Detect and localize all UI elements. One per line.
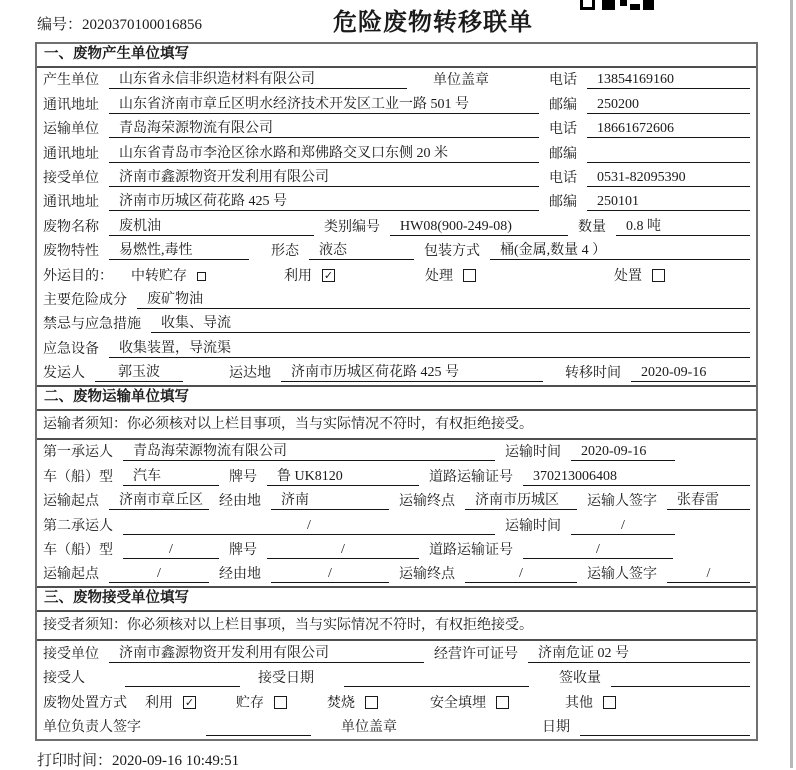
receiver-postcode-value: 250101	[587, 193, 750, 211]
serial-value: 2020370100016856	[82, 17, 203, 33]
unit-seal-label: 单位盖章	[433, 73, 489, 89]
transporter-phone-value: 18661672606	[587, 120, 750, 138]
received-amount-value	[611, 669, 750, 687]
second-origin-label: 运输起点	[43, 567, 99, 583]
destination-label: 运达地	[229, 366, 271, 382]
disposal-landfill-label: 安全填埋	[430, 695, 486, 711]
first-plate-value: 鲁 UK8120	[267, 468, 419, 486]
waste-category-label: 类别编号	[324, 219, 380, 235]
second-carrier-label: 第二承运人	[43, 518, 113, 534]
second-via-label: 经由地	[219, 567, 261, 583]
transporter-address-row	[37, 141, 756, 165]
receiver-phone-value: 0531-82095390	[587, 169, 750, 187]
waste-quantity-value: 0.8 吨	[616, 218, 750, 236]
dispatch-row	[37, 361, 756, 385]
second-carrier-row	[37, 513, 756, 537]
qr-code-partial-icon	[580, 0, 658, 11]
transporter-unit-row	[37, 117, 756, 141]
accept-unit-value: 济南市鑫源物资开发利用有限公司	[109, 645, 424, 663]
transporter-phone-label: 电话	[549, 122, 577, 138]
disposal-method-label: 废物处置方式	[43, 695, 127, 711]
utilize-checkbox: ✓	[323, 268, 334, 282]
sign-date-label: 日期	[542, 719, 570, 735]
second-carrier-value: /	[123, 517, 495, 535]
first-signature-value: 张春雷	[667, 492, 750, 510]
waste-property-value: 易燃性,毒性	[109, 242, 249, 260]
first-via-label: 经由地	[219, 494, 261, 510]
waste-form-value: 液态	[309, 242, 414, 260]
license-value: 济南危证 02 号	[528, 645, 750, 663]
emergency-measures-value: 收集、导流	[151, 315, 750, 333]
disposal-incinerate-checkbox	[365, 696, 378, 709]
unit-head-signature-label: 单位负责人签字	[43, 719, 141, 735]
second-terminus-value: /	[465, 565, 577, 583]
first-origin-label: 运输起点	[43, 494, 99, 510]
hazard-component-label: 主要危险成分	[43, 292, 127, 308]
section-receiver-header: 三、废物接受单位填写	[37, 586, 756, 612]
manifest-form	[35, 42, 758, 741]
dispatcher-value: 郭玉波	[95, 364, 183, 382]
receiver-address-label: 通讯地址	[43, 195, 99, 211]
section-transporter-header: 二、废物运输单位填写	[37, 385, 756, 411]
waste-category-value: HW08(900-249-08)	[390, 218, 568, 236]
emergency-equipment-row	[37, 336, 756, 360]
section-producer-header: 一、废物产生单位填写	[37, 44, 756, 68]
receiver-unit-row	[37, 166, 756, 190]
disposal-other-checkbox	[603, 696, 616, 709]
first-vehicle-type-label: 车（船）型	[43, 469, 113, 485]
second-origin-value: /	[109, 565, 209, 583]
accept-person-label: 接受人	[43, 671, 85, 687]
producer-unit-row	[37, 68, 756, 92]
receiver-address-value: 济南市历城区荷花路 425 号	[109, 193, 539, 211]
disposal-method-row	[37, 690, 756, 714]
serial-label: 编号：	[37, 17, 83, 33]
disposal-utilize-checkbox: ✓	[184, 695, 195, 709]
destination-value: 济南市历城区荷花路 425 号	[281, 364, 543, 382]
transporter-unit-label: 运输单位	[43, 122, 99, 138]
page-title: 危险废物转移联单	[333, 9, 533, 36]
second-road-permit-label: 道路运输证号	[429, 543, 513, 559]
first-carrier-row	[37, 440, 756, 464]
treat-label: 处理	[425, 268, 453, 284]
disposal-incinerate-label: 焚烧	[327, 695, 355, 711]
second-vehicle-type-label: 车（船）型	[43, 543, 113, 559]
dispatcher-label: 发运人	[43, 366, 85, 382]
disposal-storage-checkbox	[274, 696, 287, 709]
second-transport-date-label: 运输时间	[505, 518, 561, 534]
first-carrier-label: 第一承运人	[43, 445, 113, 461]
utilize-label: 利用	[284, 268, 312, 284]
accept-date-value	[344, 669, 529, 687]
first-route-row	[37, 489, 756, 513]
transfer-storage-label: 中转贮存	[131, 268, 187, 284]
waste-quantity-label: 数量	[578, 219, 606, 235]
second-road-permit-value: /	[523, 541, 673, 559]
second-route-row	[37, 562, 756, 586]
emergency-equipment-value: 收集装置，导流渠	[109, 340, 750, 358]
receiver-phone-label: 电话	[549, 170, 577, 186]
receiver-person-row	[37, 666, 756, 690]
transporter-notice: 运输者须知：你必须核对以上栏目事项，当与实际情况不符时，有权拒绝接受。	[43, 417, 533, 433]
receiver-seal-label: 单位盖章	[341, 719, 397, 735]
producer-phone-value: 13854169160	[587, 71, 750, 89]
packaging-label: 包装方式	[424, 244, 480, 260]
first-terminus-label: 运输终点	[399, 494, 455, 510]
emergency-equipment-label: 应急设备	[43, 341, 99, 357]
signature-row	[37, 715, 756, 739]
producer-phone-label: 电话	[549, 73, 577, 89]
first-vehicle-type-value: 汽车	[123, 468, 219, 486]
first-transport-date-label: 运输时间	[505, 445, 561, 461]
producer-postcode-label: 邮编	[549, 97, 577, 113]
second-signature-label: 运输人签字	[587, 567, 657, 583]
transporter-postcode-label: 邮编	[549, 146, 577, 162]
transfer-purpose-row	[37, 263, 756, 287]
second-vehicle-row	[37, 538, 756, 562]
serial-number	[37, 13, 202, 34]
receiver-address-row	[37, 190, 756, 214]
second-plate-label: 牌号	[229, 543, 257, 559]
waste-name-label: 废物名称	[43, 219, 99, 235]
waste-form-label: 形态	[271, 244, 299, 260]
second-transport-date-value: /	[571, 517, 675, 535]
hazard-component-value: 废矿物油	[137, 291, 750, 309]
receiver-notice-row	[37, 612, 756, 641]
sign-date-value	[580, 718, 750, 736]
transfer-storage-checkbox	[197, 272, 206, 281]
producer-address-value: 山东省济南市章丘区明水经济技术开发区工业一路 501 号	[109, 96, 539, 114]
first-vehicle-row	[37, 464, 756, 488]
unit-head-signature-value	[206, 718, 311, 736]
producer-address-row	[37, 92, 756, 116]
transfer-date-value: 2020-09-16	[631, 364, 750, 382]
transporter-address-value: 山东省青岛市李沧区徐水路和郑佛路交叉口东侧 20 米	[109, 145, 539, 163]
first-road-permit-label: 道路运输证号	[429, 469, 513, 485]
hazard-component-row	[37, 288, 756, 312]
accept-person-value	[125, 669, 240, 687]
transporter-unit-value: 青岛海荣源物流有限公司	[109, 120, 539, 138]
accept-unit-label: 接受单位	[43, 646, 99, 662]
first-transport-date-value: 2020-09-16	[571, 443, 675, 461]
transporter-notice-row	[37, 411, 756, 440]
second-plate-value: /	[267, 541, 419, 559]
first-via-value: 济南	[271, 492, 389, 510]
disposal-storage-label: 贮存	[236, 695, 264, 711]
transporter-address-label: 通讯地址	[43, 146, 99, 162]
transporter-postcode-value	[587, 145, 750, 163]
treat-checkbox	[463, 269, 476, 282]
dispose-label: 处置	[614, 268, 642, 284]
second-vehicle-type-value: /	[123, 541, 219, 559]
waste-name-row	[37, 214, 756, 238]
print-time-value: 2020-09-16 10:49:51	[112, 753, 240, 769]
producer-unit-value: 山东省永信非织造材料有限公司	[109, 71, 407, 89]
producer-address-label: 通讯地址	[43, 97, 99, 113]
doc-header	[0, 0, 796, 42]
license-label: 经营许可证号	[434, 646, 518, 662]
receiver-notice: 接受者须知：你必须核对以上栏目事项，当与实际情况不符时，有权拒绝接受。	[43, 618, 533, 634]
disposal-other-label: 其他	[565, 695, 593, 711]
waste-property-label: 废物特性	[43, 244, 99, 260]
transfer-date-label: 转移时间	[565, 366, 621, 382]
first-terminus-value: 济南市历城区	[465, 492, 577, 510]
emergency-measures-label: 禁忌与应急措施	[43, 317, 141, 333]
first-signature-label: 运输人签字	[587, 494, 657, 510]
waste-property-row	[37, 239, 756, 263]
first-carrier-value: 青岛海荣源物流有限公司	[123, 443, 495, 461]
waste-name-value: 废机油	[109, 218, 314, 236]
disposal-landfill-checkbox	[496, 696, 509, 709]
print-time-label: 打印时间：	[37, 753, 113, 769]
first-road-permit-value: 370213006408	[523, 468, 750, 486]
producer-unit-label: 产生单位	[43, 73, 99, 89]
first-plate-label: 牌号	[229, 469, 257, 485]
producer-postcode-value: 250200	[587, 96, 750, 114]
disposal-utilize-label: 利用	[145, 695, 173, 711]
accept-date-label: 接受日期	[258, 671, 314, 687]
packaging-value: 桶(金属,数量 4 ）	[490, 242, 750, 260]
first-origin-value: 济南市章丘区	[109, 492, 209, 510]
receiver-postcode-label: 邮编	[549, 195, 577, 211]
receiver-unit-license-row	[37, 641, 756, 665]
page-edge-line	[790, 0, 793, 768]
emergency-measures-row	[37, 312, 756, 336]
receiver-unit-value: 济南市鑫源物资开发利用有限公司	[109, 169, 539, 187]
receiver-unit-label: 接受单位	[43, 170, 99, 186]
print-time	[37, 749, 239, 770]
second-via-value: /	[271, 565, 389, 583]
second-terminus-label: 运输终点	[399, 567, 455, 583]
transfer-purpose-label: 外运目的：	[43, 268, 113, 284]
second-signature-value: /	[667, 565, 750, 583]
dispose-checkbox	[652, 269, 665, 282]
received-amount-label: 签收量	[559, 671, 601, 687]
